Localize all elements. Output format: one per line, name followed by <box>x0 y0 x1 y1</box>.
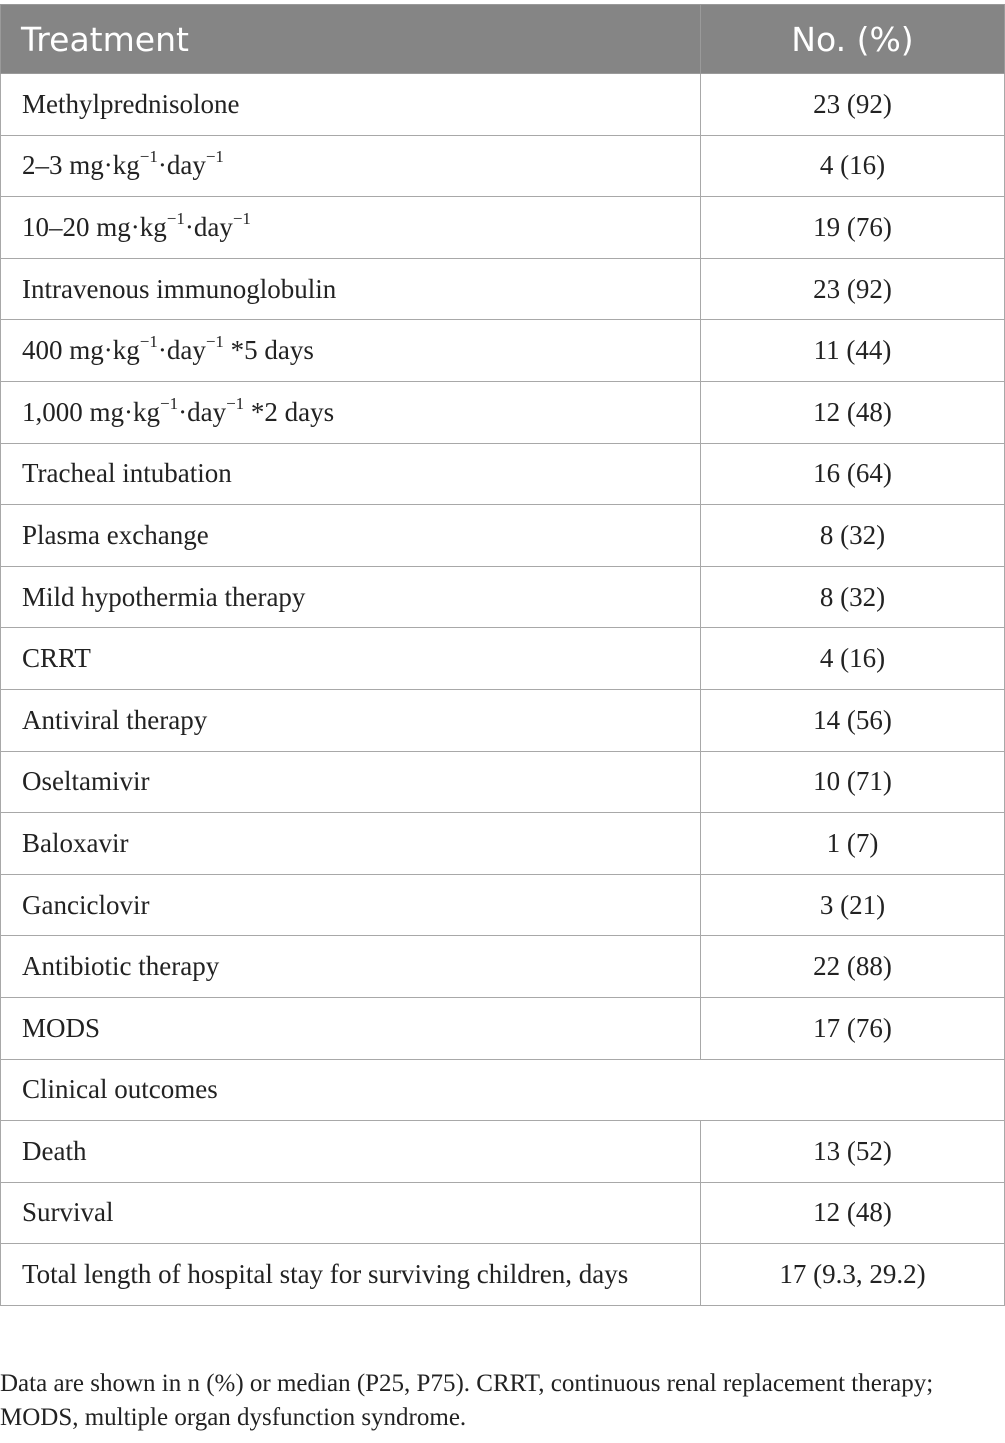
superscript: −1 <box>139 332 158 352</box>
row-label: Survival <box>1 1182 701 1244</box>
table-row <box>1 320 1005 382</box>
table-row <box>1 936 1005 998</box>
table-row <box>1 505 1005 567</box>
table-body <box>1 74 1005 1306</box>
table-row <box>1 566 1005 628</box>
table-header-row <box>1 5 1005 74</box>
row-label: Death <box>1 1121 701 1183</box>
table-row <box>1 443 1005 505</box>
row-value: 14 (56) <box>701 689 1005 751</box>
row-label <box>1 135 701 197</box>
row-value: 1 (7) <box>701 813 1005 875</box>
row-label: Oseltamivir <box>1 751 701 813</box>
label-text: ·day <box>178 396 227 427</box>
table-row <box>1 874 1005 936</box>
row-label <box>1 320 701 382</box>
row-value: 10 (71) <box>701 751 1005 813</box>
row-value: 23 (92) <box>701 74 1005 136</box>
row-label: Antiviral therapy <box>1 689 701 751</box>
label-text: 2–3 mg·kg <box>22 150 140 181</box>
row-value: 17 (9.3, 29.2) <box>701 1244 1005 1306</box>
table-row <box>1 74 1005 136</box>
table-row <box>1 1244 1005 1306</box>
label-text: 400 mg·kg <box>22 335 140 366</box>
superscript: −1 <box>139 147 158 167</box>
label-text: ·day <box>157 150 206 181</box>
label-text: *5 days <box>223 335 314 366</box>
row-label <box>1 197 701 259</box>
table-row <box>1 997 1005 1059</box>
superscript: −1 <box>205 147 224 167</box>
table-row <box>1 135 1005 197</box>
table-section-row <box>1 1059 1005 1121</box>
table-row <box>1 689 1005 751</box>
table-row <box>1 751 1005 813</box>
table-row <box>1 1182 1005 1244</box>
treatment-table-container <box>0 4 1004 1306</box>
row-label: Intravenous immunoglobulin <box>1 258 701 320</box>
row-label: Antibiotic therapy <box>1 936 701 998</box>
table-row <box>1 628 1005 690</box>
row-label <box>1 381 701 443</box>
row-label: CRRT <box>1 628 701 690</box>
row-value: 13 (52) <box>701 1121 1005 1183</box>
table-row <box>1 1121 1005 1183</box>
row-label: MODS <box>1 997 701 1059</box>
table-row <box>1 197 1005 259</box>
header-count-percent: No. (%) <box>701 5 1005 74</box>
row-value: 17 (76) <box>701 997 1005 1059</box>
row-label: Methylprednisolone <box>1 74 701 136</box>
row-label: Ganciclovir <box>1 874 701 936</box>
label-text: *2 days <box>244 396 335 427</box>
row-label: Total length of hospital stay for surviving children, days <box>1 1244 701 1306</box>
treatment-table <box>0 4 1005 1306</box>
row-value: 12 (48) <box>701 381 1005 443</box>
row-value: 4 (16) <box>701 135 1005 197</box>
row-value: 12 (48) <box>701 1182 1005 1244</box>
row-value: 8 (32) <box>701 505 1005 567</box>
row-label: Mild hypothermia therapy <box>1 566 701 628</box>
table-row <box>1 258 1005 320</box>
row-value: 19 (76) <box>701 197 1005 259</box>
row-value: 8 (32) <box>701 566 1005 628</box>
label-text: ·day <box>157 335 206 366</box>
superscript: −1 <box>226 393 245 413</box>
row-label: Tracheal intubation <box>1 443 701 505</box>
superscript: −1 <box>232 208 251 228</box>
row-value: 22 (88) <box>701 936 1005 998</box>
row-value: 16 (64) <box>701 443 1005 505</box>
superscript: −1 <box>205 332 224 352</box>
header-treatment: Treatment <box>1 5 701 74</box>
row-label: Baloxavir <box>1 813 701 875</box>
section-label-clinical-outcomes: Clinical outcomes <box>1 1059 1005 1121</box>
row-label: Plasma exchange <box>1 505 701 567</box>
row-value: 11 (44) <box>701 320 1005 382</box>
label-text: ·day <box>184 211 233 242</box>
superscript: −1 <box>160 393 179 413</box>
table-footnote: Data are shown in n (%) or median (P25, P75). CRRT, continuous renal replacement therapy; MODS, multiple organ dysfunction syndrome. <box>0 1370 934 1431</box>
table-row <box>1 813 1005 875</box>
table-row <box>1 381 1005 443</box>
superscript: −1 <box>166 208 185 228</box>
row-value: 3 (21) <box>701 874 1005 936</box>
label-text: 10–20 mg·kg <box>22 211 167 242</box>
label-text: 1,000 mg·kg <box>22 396 160 427</box>
row-value: 23 (92) <box>701 258 1005 320</box>
row-value: 4 (16) <box>701 628 1005 690</box>
